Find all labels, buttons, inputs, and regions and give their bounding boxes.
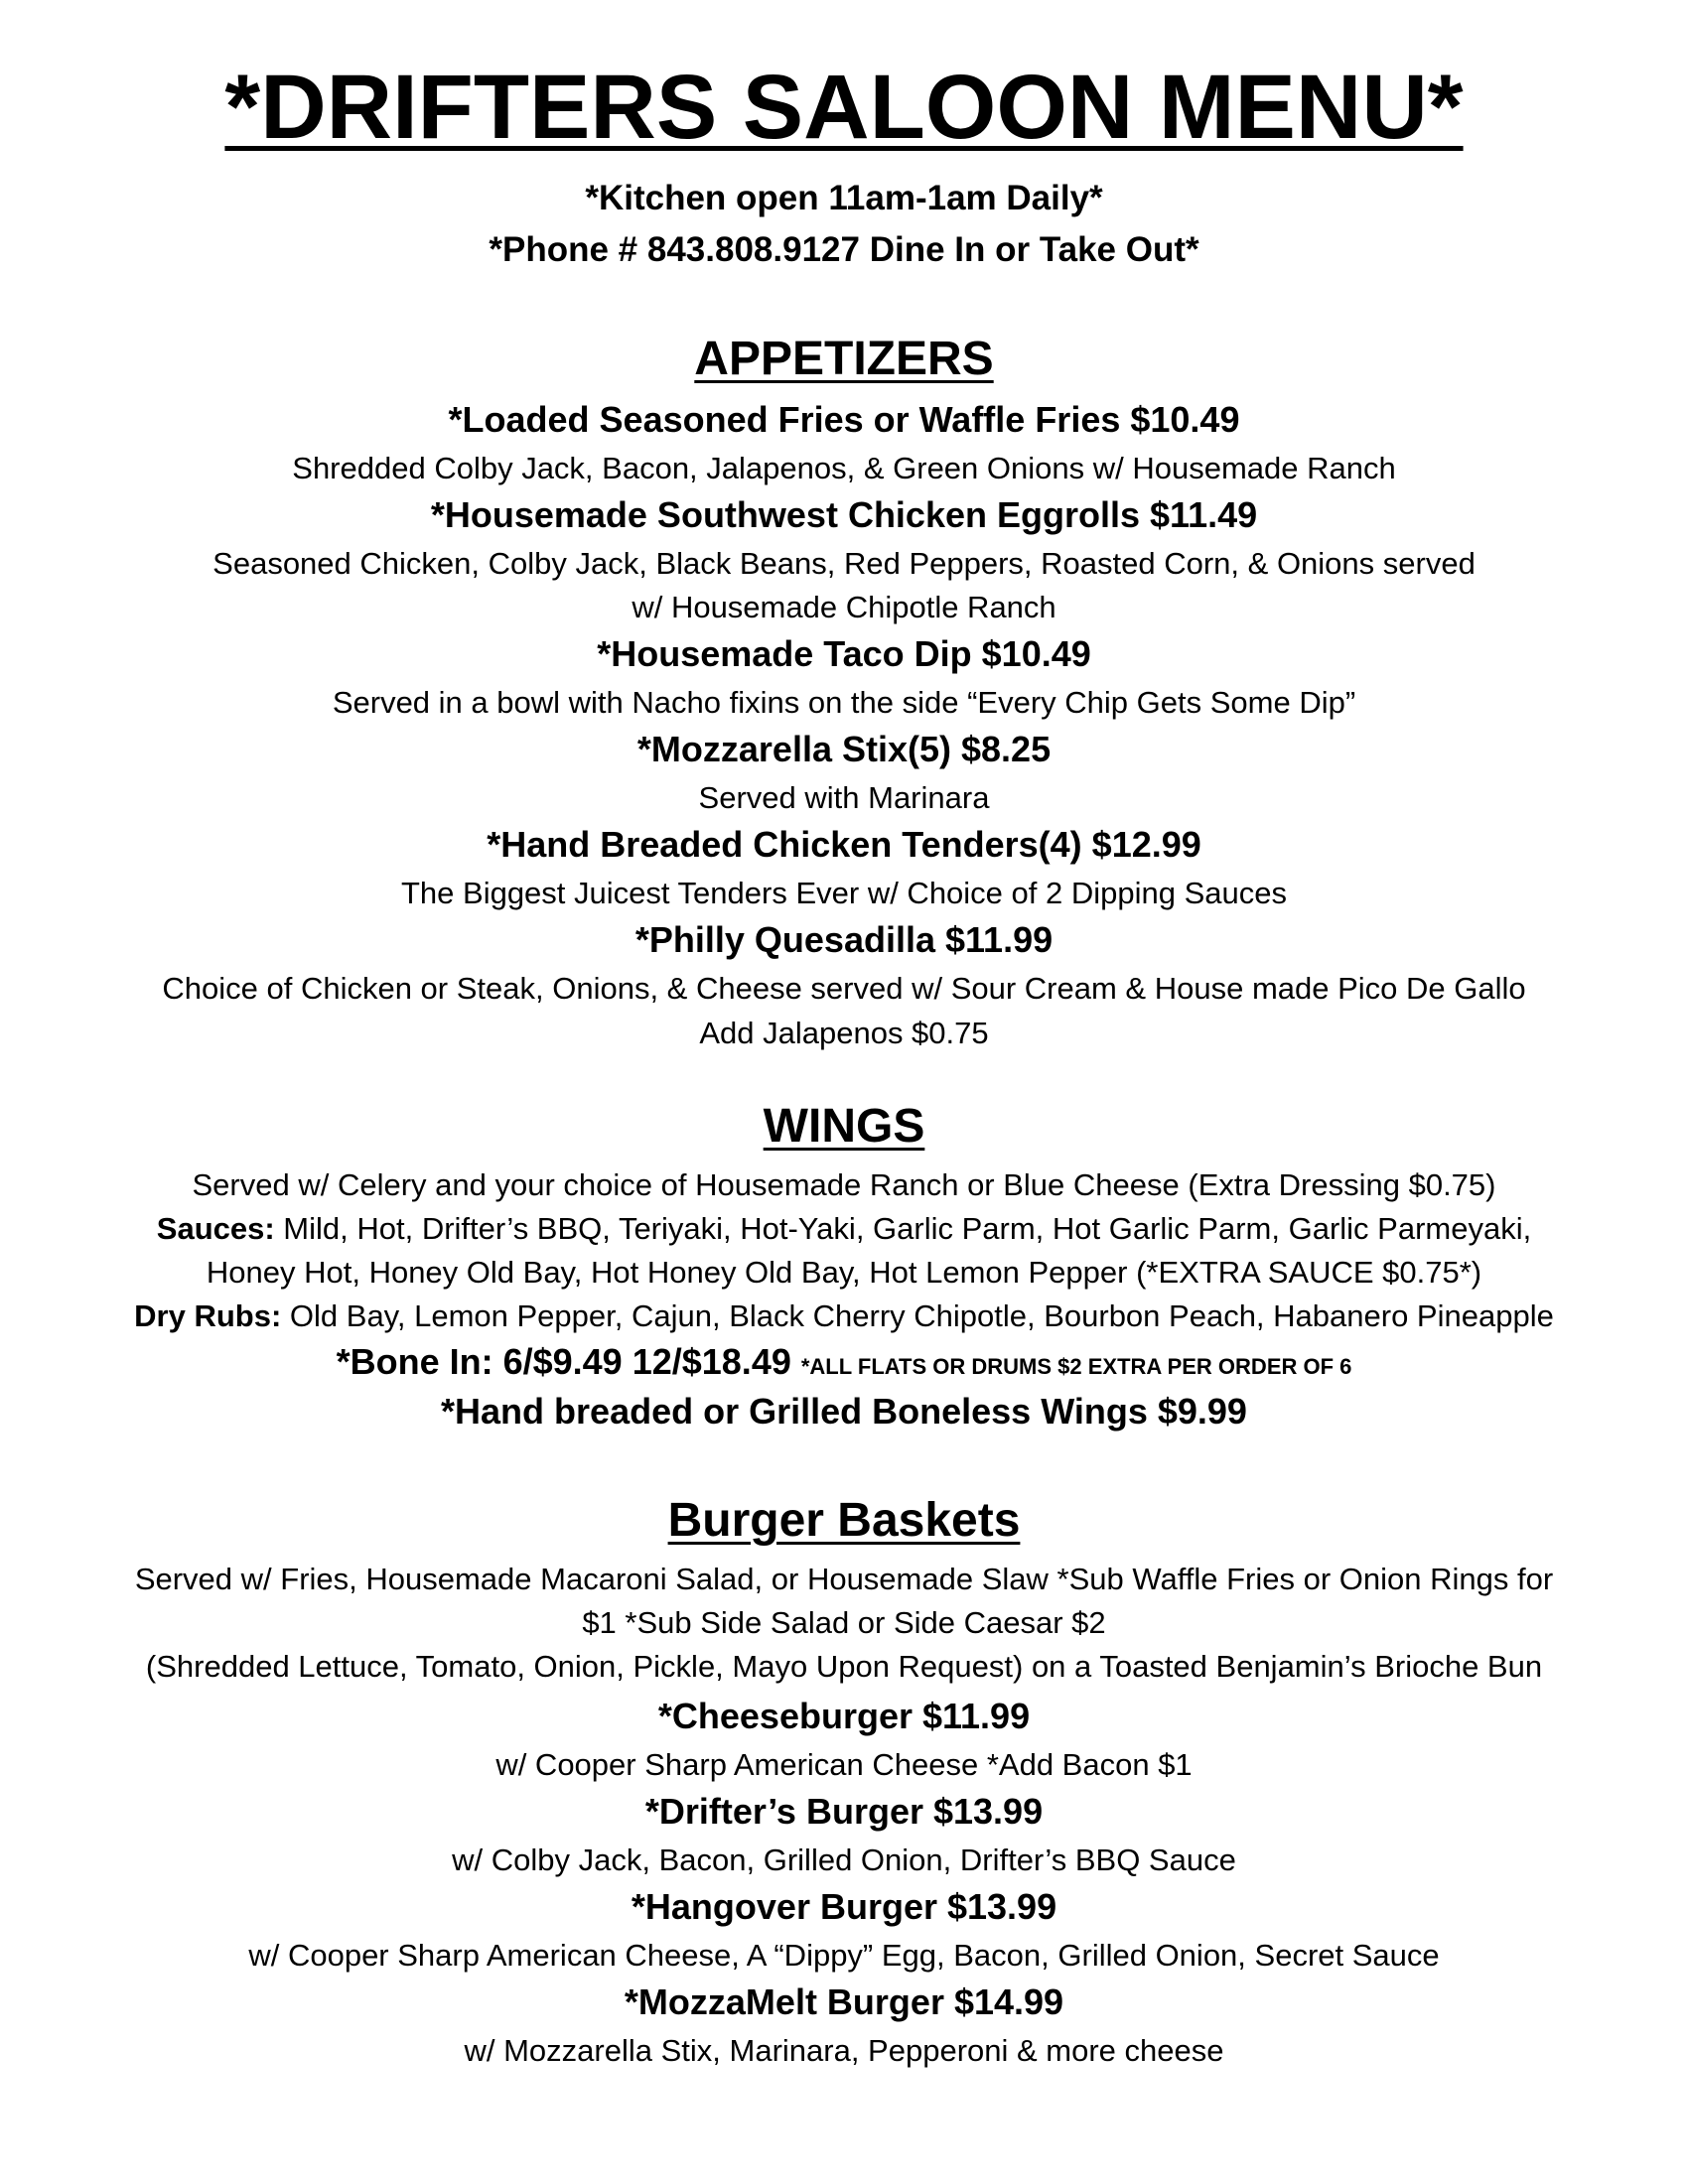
bone-in-wings — [0, 1340, 1688, 1389]
menu-item-description: w/ Housemade Chipotle Ranch — [632, 590, 1056, 624]
dry-rubs-label: Dry Rubs: — [134, 1298, 282, 1333]
wings-dry-rubs-line — [0, 1297, 1688, 1336]
bone-in-note: *ALL FLATS OR DRUMS $2 EXTRA PER ORDER OF 6 — [800, 1354, 1352, 1379]
menu-item-name: *Housemade Southwest Chicken Eggrolls $11.49 — [430, 494, 1258, 535]
bone-in-price: *Bone In: 6/$9.49 12/$18.49 — [336, 1341, 801, 1382]
menu-item-name: *Loaded Seasoned Fries or Waffle Fries $10.49 — [448, 399, 1240, 440]
menu-item-description: Served with Marinara — [698, 780, 990, 815]
menu-item-name: *Hand Breaded Chicken Tenders(4) $12.99 — [487, 824, 1201, 865]
menu-title — [0, 58, 1688, 157]
menu-item-description: Served in a bowl with Nacho fixins on the side “Every Chip Gets Some Dip” — [332, 685, 1356, 720]
menu-item-description: Choice of Chicken or Steak, Onions, & Cheese served w/ Sour Cream & House made Pico De Gallo — [162, 971, 1526, 1006]
menu-item-name: *Mozzarella Stix(5) $8.25 — [636, 729, 1052, 769]
sauces-list: Mild, Hot, Drifter’s BBQ, Teriyaki, Hot-Yaki, Garlic Parm, Hot Garlic Parm, Garlic Parmeyaki, — [274, 1211, 1532, 1246]
menu-title-text: *DRIFTERS SALOON MENU* — [224, 57, 1464, 158]
dry-rubs-list: Old Bay, Lemon Pepper, Cajun, Black Cherry Chipotle, Bourbon Peach, Habanero Pineapple — [281, 1298, 1554, 1333]
wings-heading: WINGS — [763, 1100, 925, 1153]
kitchen-hours: *Kitchen open 11am-1am Daily* — [585, 179, 1103, 217]
menu-item-description: w/ Cooper Sharp American Cheese *Add Bacon $1 — [495, 1747, 1193, 1782]
menu-item-name: *Drifter’s Burger $13.99 — [644, 1791, 1044, 1832]
phone-line: *Phone # 843.808.9127 Dine In or Take Out* — [489, 230, 1199, 269]
menu-item-description: Shredded Colby Jack, Bacon, Jalapenos, & Green Onions w/ Housemade Ranch — [292, 451, 1396, 485]
burger-baskets-heading: Burger Baskets — [667, 1494, 1021, 1547]
menu-item-description: The Biggest Juicest Tenders Ever w/ Choice of 2 Dipping Sauces — [400, 876, 1287, 910]
menu-item-description: w/ Cooper Sharp American Cheese, A “Dippy” Egg, Bacon, Grilled Onion, Secret Sauce — [248, 1938, 1440, 1973]
menu-item-description: Seasoned Chicken, Colby Jack, Black Beans, Red Peppers, Roasted Corn, & Onions served — [212, 546, 1476, 581]
burger-intro: Served w/ Fries, Housemade Macaroni Salad, or Housemade Slaw *Sub Waffle Fries or Onion Rings for — [134, 1562, 1554, 1596]
appetizers-heading: APPETIZERS — [694, 333, 994, 385]
wings-intro: Served w/ Celery and your choice of Housemade Ranch or Blue Cheese (Extra Dressing $0.75) — [192, 1167, 1496, 1202]
menu-item-name: *MozzaMelt Burger $14.99 — [624, 1981, 1064, 2022]
wings-sauces-line — [0, 1209, 1688, 1249]
menu-item-name: *Cheeseburger $11.99 — [657, 1696, 1031, 1736]
menu-item-name: *Housemade Taco Dip $10.49 — [597, 633, 1091, 674]
menu-item-name: *Philly Quesadilla $11.99 — [634, 919, 1054, 960]
menu-item-description: w/ Colby Jack, Bacon, Grilled Onion, Drifter’s BBQ Sauce — [452, 1843, 1236, 1877]
burger-intro: $1 *Sub Side Salad or Side Caesar $2 — [582, 1605, 1106, 1640]
menu-item-description: Add Jalapenos $0.75 — [699, 1016, 989, 1050]
boneless-wings: *Hand breaded or Grilled Boneless Wings $9.99 — [441, 1391, 1247, 1432]
wings-sauces-line-2: Honey Hot, Honey Old Bay, Hot Honey Old Bay, Hot Lemon Pepper (*EXTRA SAUCE $0.75*) — [206, 1255, 1482, 1290]
burger-intro: (Shredded Lettuce, Tomato, Onion, Pickle, Mayo Upon Request) on a Toasted Benjamin’s Brioche Bun — [145, 1649, 1543, 1684]
sauces-label: Sauces: — [156, 1211, 275, 1246]
menu-item-description: w/ Mozzarella Stix, Marinara, Pepperoni & more cheese — [464, 2033, 1224, 2068]
menu-item-name: *Hangover Burger $13.99 — [631, 1886, 1057, 1927]
